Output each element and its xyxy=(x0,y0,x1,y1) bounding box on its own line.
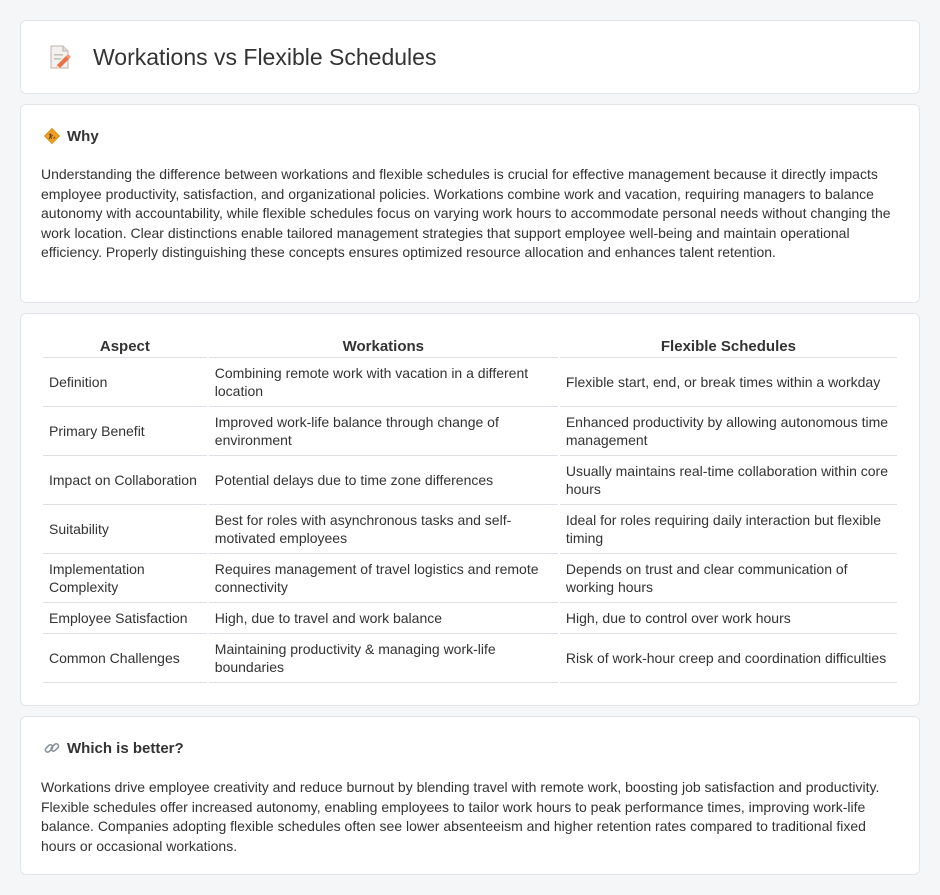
aspect-cell: Implementation Complexity xyxy=(43,554,207,603)
table-row xyxy=(43,505,897,554)
which-is-better-section xyxy=(20,716,920,875)
workations-cell: Maintaining productivity & managing work-life boundaries xyxy=(209,634,558,683)
aspect-cell: Employee Satisfaction xyxy=(43,603,207,634)
column-header-aspect: Aspect xyxy=(43,335,207,358)
workations-cell: High, due to travel and work balance xyxy=(209,603,558,634)
flexible-schedules-cell: Ideal for roles requiring daily interaction but flexible timing xyxy=(560,505,897,554)
workations-cell: Improved work-life balance through change of environment xyxy=(209,407,558,456)
table-row xyxy=(43,634,897,683)
table-row xyxy=(43,554,897,603)
which-is-better-paragraph: Workations drive employee creativity and reduce burnout by blending travel with remote work, boosting job satisfaction and productivity. Flexible schedules offer increased autonomy, enabling employees to tailor work hours to peak performance times, improving work-life balance. Companies adopting flexible schedules often see lower absenteeism and higher retention rates compared to traditional fixed hours or occasional workations. xyxy=(41,779,880,854)
table-header-row xyxy=(43,335,897,358)
flexible-schedules-cell: Enhanced productivity by allowing autonomous time management xyxy=(560,407,897,456)
flexible-schedules-cell: Usually maintains real-time collaboration within core hours xyxy=(560,456,897,505)
title-card xyxy=(20,20,920,94)
warning-sign-icon xyxy=(43,127,61,145)
table-row xyxy=(43,358,897,407)
aspect-cell: Impact on Collaboration xyxy=(43,456,207,505)
table-row xyxy=(43,603,897,634)
workations-cell: Best for roles with asynchronous tasks and self-motivated employees xyxy=(209,505,558,554)
aspect-cell: Suitability xyxy=(43,505,207,554)
workations-cell: Potential delays due to time zone differences xyxy=(209,456,558,505)
workations-cell: Requires management of travel logistics and remote connectivity xyxy=(209,554,558,603)
workations-cell: Combining remote work with vacation in a different location xyxy=(209,358,558,407)
link-icon xyxy=(43,739,61,757)
column-header-flexible-schedules: Flexible Schedules xyxy=(560,335,897,358)
table-row xyxy=(43,407,897,456)
why-heading: Why xyxy=(67,127,99,145)
flexible-schedules-cell: Depends on trust and clear communication of working hours xyxy=(560,554,897,603)
flexible-schedules-cell: High, due to control over work hours xyxy=(560,603,897,634)
why-section xyxy=(20,104,920,303)
aspect-cell: Definition xyxy=(43,358,207,407)
comparison-table xyxy=(41,335,899,683)
comparison-card xyxy=(20,313,920,706)
which-is-better-heading: Which is better? xyxy=(67,739,184,757)
why-paragraph: Understanding the difference between workations and flexible schedules is crucial for effective management because it directly impacts employee productivity, satisfaction, and organizational policies. Workations combine work and vacation, requiring managers to balance autonomy with accountability, while flexible schedules focus on varying work hours to accommodate personal needs without changing the work location. Clear distinctions enable tailored management strategies that support employee well-being and maintain operational efficiency. Properly distinguishing these concepts ensures optimized resource allocation and enhances talent retention. xyxy=(41,166,891,260)
flexible-schedules-cell: Risk of work-hour creep and coordination difficulties xyxy=(560,634,897,683)
document-edit-icon xyxy=(47,44,73,70)
table-row xyxy=(43,456,897,505)
column-header-workations: Workations xyxy=(209,335,558,358)
flexible-schedules-cell: Flexible start, end, or break times within a workday xyxy=(560,358,897,407)
aspect-cell: Common Challenges xyxy=(43,634,207,683)
page-title: Workations vs Flexible Schedules xyxy=(93,43,437,70)
aspect-cell: Primary Benefit xyxy=(43,407,207,456)
